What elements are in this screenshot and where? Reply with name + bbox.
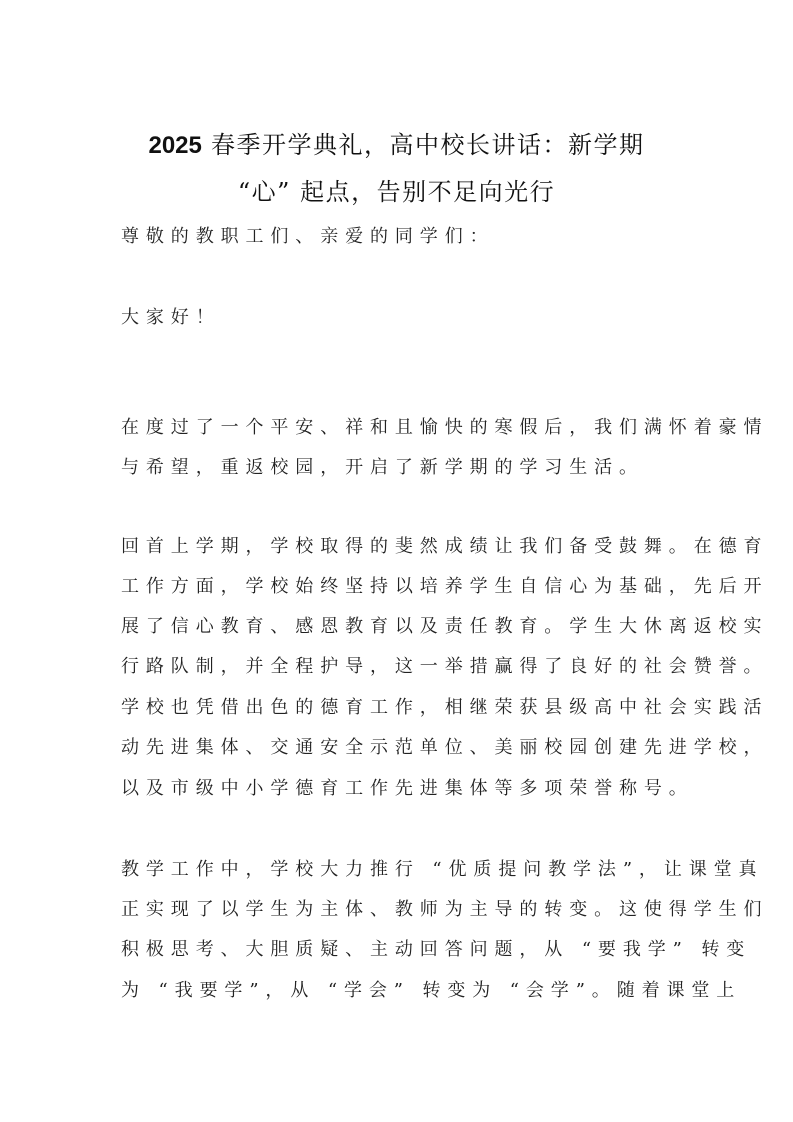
title-text: 春季开学典礼，高中校长讲话：新学期 <box>201 131 645 159</box>
paragraph-line: 在度过了一个平安、祥和且愉快的寒假后，我们满怀着豪情 <box>121 417 769 438</box>
salutation: 尊敬的教职工们、亲爱的同学们： <box>121 226 495 247</box>
paragraph-line: 动先进集体、交通安全示范单位、美丽校园创建先进学校， <box>121 737 769 758</box>
document-title-line-1 <box>0 129 793 162</box>
paragraph-line: 工作方面，学校始终坚持以培养学生自信心为基础，先后开 <box>121 576 769 597</box>
paragraph-line: 展了信心教育、感恩教育以及责任教育。学生大休离返校实 <box>121 616 769 637</box>
document-title-line-2: “心” 起点，告别不足向光行 <box>237 178 556 206</box>
paragraph-line: 正实现了以学生为主体、教师为主导的转变。这使得学生们 <box>121 899 769 920</box>
paragraph-line: 以及市级中小学德育工作先进集体等多项荣誉称号。 <box>121 778 694 799</box>
paragraph-line: 学校也凭借出色的德育工作，相继荣获县级高中社会实践活 <box>121 697 769 718</box>
paragraph-line: 积极思考、大胆质疑、主动回答问题，从 “要我学” 转变 <box>121 939 752 960</box>
paragraph-line: 为 “我要学”，从 “学会” 转变为 “会学”。随着课堂上 <box>121 980 742 1001</box>
paragraph-line: 教学工作中，学校大力推行 “优质提问教学法”，让课堂真 <box>121 859 764 880</box>
paragraph-line: 与希望，重返校园，开启了新学期的学习生活。 <box>121 457 644 478</box>
title-year: 2025 <box>148 132 202 159</box>
greeting: 大家好！ <box>121 307 221 328</box>
paragraph-line: 回首上学期，学校取得的斐然成绩让我们备受鼓舞。在德育 <box>121 536 769 557</box>
paragraph-line: 行路队制，并全程护导，这一举措赢得了良好的社会赞誉。 <box>121 656 769 677</box>
